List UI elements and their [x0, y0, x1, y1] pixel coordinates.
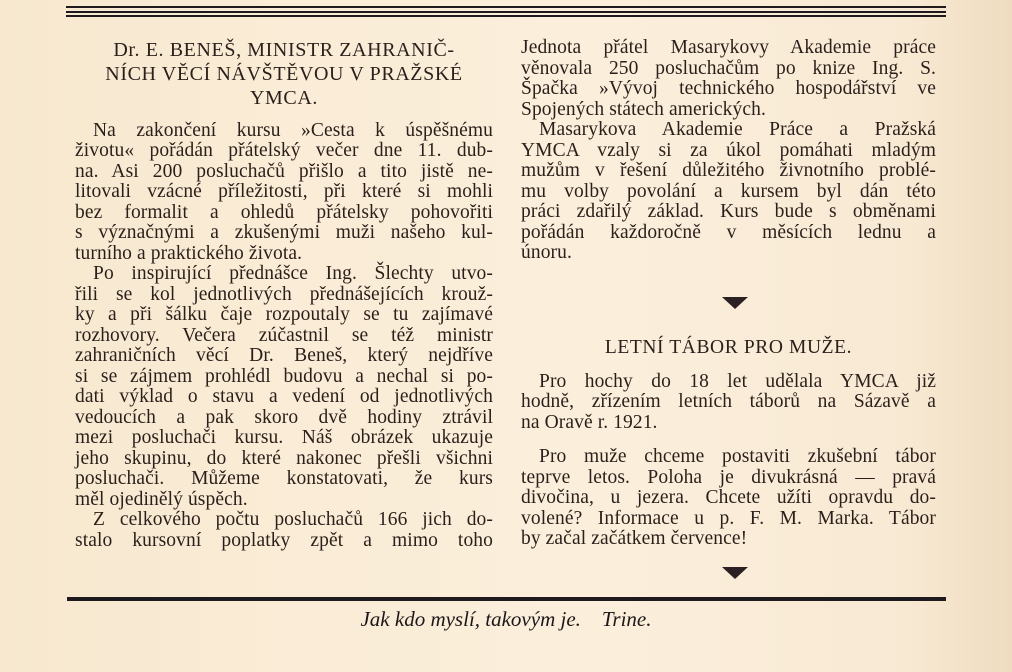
text-line: Pro hochy do 18 let udělala YMCA již — [539, 371, 936, 392]
article-heading-line: Dr. E. BENEŠ, MINISTR ZAHRANIČ- — [113, 39, 455, 61]
text-line: jeho skupinu, do které nakonec přešli všichni — [75, 448, 493, 469]
text-line: na Oravě r. 1921. — [521, 412, 658, 433]
text-line: by začal začátkem července! — [521, 528, 748, 549]
text-line: s význačnými a zkušenými muži našeho kul- — [75, 222, 493, 243]
text-line: Z celkového počtu posluchačů 166 jich do- — [93, 509, 493, 530]
text-line: mezi posluchači kursu. Náš obrázek ukazuje — [75, 427, 493, 448]
text-line: únoru. — [521, 242, 572, 263]
text-line: řili se kol jednotlivých přednášejících krouž- — [75, 284, 493, 305]
text-line: YMCA vzaly si za úkol pomáhati mladým — [521, 140, 936, 161]
top-rule-1 — [66, 6, 946, 8]
text-line: Masarykova Akademie Práce a Pražská — [539, 119, 936, 140]
text-line: vedoucích a pak skoro dvě hodiny ztrávil — [75, 407, 493, 428]
text-line: mu volby povolání a kursem byl dán této — [521, 181, 936, 202]
text-line: pořádán každoročně v měsících lednu a — [521, 222, 936, 243]
triangle-down-icon — [722, 567, 748, 579]
text-line: divočina, u jezera. Chcete užíti opravdu do- — [521, 487, 936, 508]
text-line: Špačka »Vývoj technického hospodářství ve — [521, 78, 936, 99]
text-line: Po inspirující přednášce Ing. Šlechty utvo- — [93, 263, 493, 284]
text-line: Jednota přátel Masarykovy Akademie práce — [521, 37, 936, 58]
text-line: ky a při šálku čaje rozpoutaly se tu zajímavé — [75, 304, 493, 325]
text-line: Pro muže chceme postaviti zkušební tábor — [539, 446, 936, 467]
text-line: hodně, zřízením letních táborů na Sázavě a — [521, 391, 936, 412]
text-line: životu« pořádán přátelský večer dne 11. dub- — [75, 140, 493, 161]
text-line: teprve letos. Poloha je divukrásná — pravá — [521, 467, 936, 488]
bottom-rule — [67, 597, 946, 601]
text-line: práci zdařilý základ. Kurs bude s obměnami — [521, 201, 936, 222]
text-line: turního a praktického života. — [75, 243, 303, 264]
text-line: litovali vzácné příležitosti, při které si mohli — [75, 181, 493, 202]
text-line: Na zakončení kursu »Cesta k úspěšnému — [93, 120, 493, 141]
text-line: si se zájmem prohlédl budovu a nechal si po- — [75, 366, 493, 387]
text-line: dati výklad o stavu a vedení od jednotlivých — [75, 386, 493, 407]
triangle-down-icon — [722, 297, 748, 309]
top-rule-3 — [66, 15, 946, 17]
text-line: stalo kursovní poplatky zpět a mimo toho — [75, 530, 493, 551]
motto-text: Jak kdo myslí, takovým je. — [360, 607, 581, 631]
text-line: Spojených státech amerických. — [521, 99, 766, 120]
top-rule-2 — [66, 11, 946, 13]
text-line: měl ojedinělý úspěch. — [75, 489, 248, 510]
text-line: bez formalit a ohledů přátelsky pohovořiti — [75, 202, 493, 223]
text-line: volené? Informace u p. F. M. Marka. Tábor — [521, 508, 936, 529]
text-line: zahraničních věcí Dr. Beneš, který nejdříve — [75, 345, 493, 366]
article-heading: LETNÍ TÁBOR PRO MUŽE. — [604, 337, 853, 358]
article-heading-line: YMCA. — [249, 87, 318, 109]
motto-author: Trine. — [601, 607, 652, 631]
text-line: rozhovory. Večera zúčastnil se též ministr — [75, 325, 493, 346]
text-line: na. Asi 200 posluchačů přišlo a tito jistě ne- — [75, 161, 493, 182]
footer-motto — [0, 607, 1012, 632]
text-line: mužům v řešení důležitého živnotního problé- — [521, 160, 936, 181]
text-line: posluchači. Můžeme konstatovati, že kurs — [75, 468, 493, 489]
text-line: věnovala 250 posluchačům po knize Ing. S. — [521, 58, 936, 79]
article-heading-line: NÍCH VĚCÍ NÁVŠTĚVOU V PRAŽSKÉ — [105, 63, 463, 85]
